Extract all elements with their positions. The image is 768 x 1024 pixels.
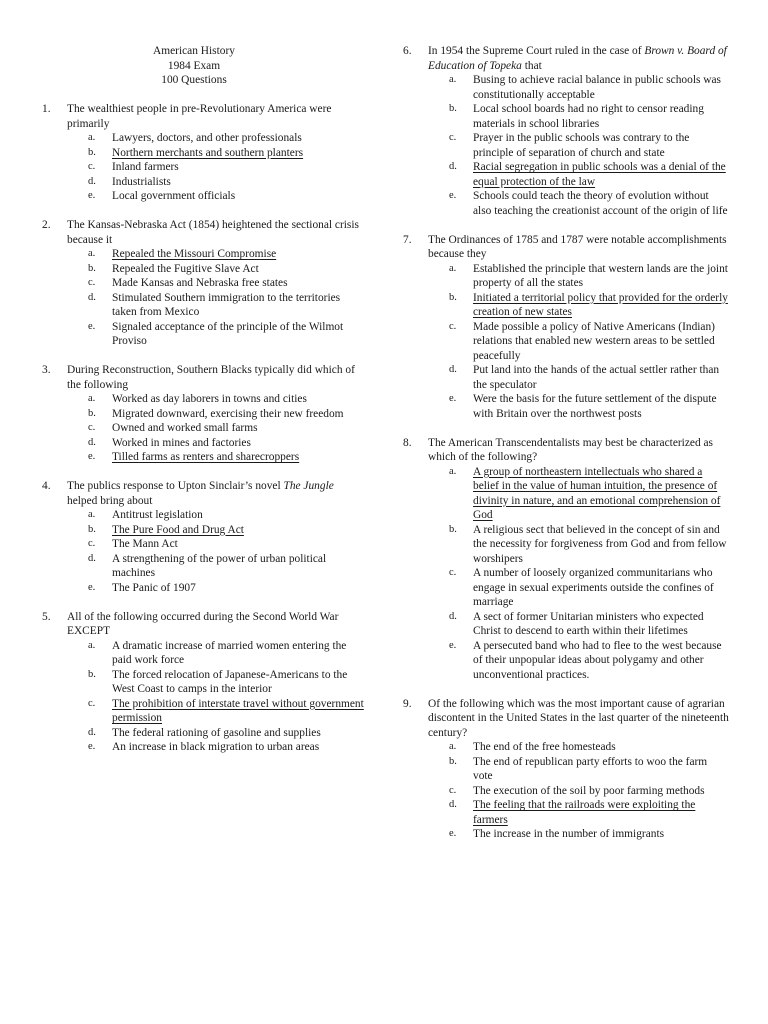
question-6 [403,44,729,218]
answer-letter: b. [449,523,457,535]
answer-text: Lawyers, doctors, and other professionals [112,132,302,144]
question-text-part: that [521,59,542,72]
answer-text: Owned and worked small farms [112,422,258,434]
answer-text: Established the principle that western lands are the joint property of all the states [473,262,728,289]
answer-list [428,262,729,422]
question-4 [42,479,364,595]
answer-text: Northern merchants and southern planters [112,146,304,159]
question-text: All of the following occurred during the Second World War EXCEPT [67,610,339,637]
question-8 [403,436,729,683]
answer-letter: e. [449,828,457,839]
answer-option [449,523,729,567]
answer-option [449,784,729,799]
question-number: 8. [403,436,412,449]
answer-text: Worked in mines and factories [112,436,251,449]
question-number: 3. [42,364,51,376]
answer-letter: e. [449,393,457,404]
answer-option [449,73,729,102]
answer-text: A strengthening of the power of urban political machines [112,552,327,579]
answer-letter: a. [449,262,457,274]
question-1 [42,102,364,204]
answer-letter: a. [449,465,457,477]
answer-letter: d. [449,364,457,375]
question-9 [403,697,729,842]
answer-option [449,363,729,392]
book-title: The Jungle [283,480,334,492]
answer-option-correct [88,146,364,161]
answer-text: Worked as day laborers in towns and cities [112,393,307,405]
answer-text: A dramatic increase of married women entering the paid work force [112,639,347,666]
answer-option [88,508,364,523]
answer-letter: d. [88,552,96,564]
answer-letter: d. [88,436,96,448]
answer-text: Inland farmers [112,161,179,173]
answer-option [449,827,729,842]
answer-text: Were the basis for the future settlement of the dispute with Britain over the northwest posts [473,393,717,420]
question-text-part: helped bring about [67,494,153,507]
answer-option-correct [449,291,729,320]
question-text: Of the following which was the most important cause of agrarian discontent in the United States in the last quarter of the nineteenth century? [428,697,729,739]
answer-text: Signaled acceptance of the principle of the Wilmot Proviso [112,320,344,347]
answer-letter: a. [88,132,96,143]
answer-letter: b. [449,755,457,767]
answer-text: A group of northeastern intellectuals who shared a belief in the value of human intuition, the presence of divinity in nature, and an emotional comprehension of God [473,465,721,521]
question-number: 5. [42,610,51,623]
answer-option [449,189,729,218]
answer-list [67,247,364,349]
answer-option [88,552,364,581]
answer-text: The feeling that the railroads were exploiting the farmers [473,799,696,826]
answer-text: The prohibition of interstate travel without government permission [112,697,364,724]
answer-option [88,639,364,668]
answer-option [88,131,364,146]
answer-letter: c. [88,422,96,433]
answer-text: A number of loosely organized communitarians who engage in sexual experiments outside the confines of marriage [473,567,714,608]
question-text [67,479,364,508]
answer-letter: e. [449,639,457,651]
question-text: The American Transcendentalists may best be characterized as which of the following? [428,436,713,463]
answer-list [428,740,729,842]
answer-list [67,508,364,595]
question-text: During Reconstruction, Southern Blacks typically did which of the following [67,364,355,391]
answer-letter: c. [449,320,457,332]
answer-option [449,740,729,755]
answer-letter: d. [88,726,96,738]
answer-option [88,175,364,190]
answer-text: The end of the free homesteads [473,741,616,753]
question-number: 7. [403,233,412,246]
answer-text: The federal rationing of gasoline and supplies [112,726,321,739]
answer-option [449,102,729,131]
answer-letter: c. [88,538,96,549]
answer-letter: b. [88,262,96,274]
answer-option [88,407,364,422]
answer-text: Migrated downward, exercising their new freedom [112,407,344,420]
answer-text: Racial segregation in public schools was a denial of the equal protection of the law [473,161,726,188]
answer-option [449,320,729,364]
exam-header [94,44,294,88]
answer-option-correct [88,247,364,262]
question-number: 1. [42,103,51,115]
exam-year: 1984 Exam [167,59,221,72]
answer-letter: c. [449,567,457,578]
answer-option [88,421,364,436]
answer-option [449,610,729,639]
answer-text: The Mann Act [112,538,178,550]
answer-option [449,262,729,291]
answer-text: Made possible a policy of Native Americans (Indian) relations that enabled new western areas to be settled peacefully [473,320,715,362]
exam-question-count: 100 Questions [161,74,227,86]
answer-option [88,726,364,741]
answer-text: Local government officials [112,190,236,202]
answer-text: Busing to achieve racial balance in public schools was constitutionally acceptable [473,74,721,101]
answer-text: Repealed the Missouri Compromise [112,248,277,260]
answer-letter: e. [88,581,96,593]
answer-letter: e. [88,320,96,332]
answer-letter: a. [88,509,96,520]
answer-option-correct [88,450,364,465]
answer-text: Initiated a territorial policy that provided for the orderly creation of new states [473,291,728,318]
answer-text: Industrialists [112,175,171,188]
answer-letter: e. [88,741,96,752]
answer-text: The forced relocation of Japanese-Americans to the West Coast to camps in the interior [112,668,348,695]
answer-text: Repealed the Fugitive Slave Act [112,262,259,275]
answer-list [428,73,729,218]
exam-title: American History [153,45,235,57]
answer-letter: e. [88,451,96,462]
right-column [403,44,729,856]
answer-text: A religious sect that believed in the concept of sin and the necessity for forgiveness from God and from fellow worshipers [473,523,727,565]
answer-letter: b. [88,146,96,158]
answer-option [88,160,364,175]
answer-option [449,639,729,683]
answer-letter: c. [88,277,96,288]
answer-option-correct [449,465,729,523]
answer-text: The Panic of 1907 [112,581,196,594]
answer-option [449,131,729,160]
question-text: The wealthiest people in pre-Revolutionary America were primarily [67,103,332,130]
answer-option-correct [449,160,729,189]
answer-option-correct [88,523,364,538]
answer-letter: b. [88,407,96,419]
question-text [428,44,729,73]
answer-option-correct [88,697,364,726]
answer-letter: d. [88,175,96,187]
answer-letter: d. [449,799,457,810]
answer-letter: c. [449,784,457,796]
answer-text: A persecuted band who had to flee to the west because of their unpopular ideas about polygamy and other unconventional practices. [473,639,722,681]
answer-option [449,755,729,784]
answer-letter: b. [449,103,457,114]
question-text-part: In 1954 the Supreme Court ruled in the case of [428,45,645,57]
question-number: 9. [403,697,412,710]
answer-text: Schools could teach the theory of evolution without also teaching the creationist account of the origin of life [473,190,728,217]
answer-letter: a. [449,741,457,752]
answer-option [88,320,364,349]
answer-option [88,291,364,320]
answer-list [428,465,729,683]
question-text-part: The publics response to Upton Sinclair’s novel [67,480,284,492]
answer-option [88,276,364,291]
answer-option [88,740,364,755]
answer-text: Made Kansas and Nebraska free states [112,277,288,289]
question-number: 2. [42,219,51,231]
answer-letter: a. [88,393,96,404]
answer-letter: d. [449,610,457,622]
answer-text: A sect of former Unitarian ministers who expected Christ to descend to earth within their lifetimes [473,610,704,637]
answer-text: Antitrust legislation [112,509,203,521]
case-title: Brown v. Board of Education of Topeka [428,45,727,72]
answer-text: Local school boards had no right to censor reading materials in school libraries [473,103,704,130]
question-5 [42,610,364,755]
question-number: 4. [42,480,51,492]
answer-letter: e. [88,190,96,201]
answer-option [88,668,364,697]
answer-option [88,392,364,407]
question-2 [42,218,364,349]
answer-option [88,436,364,451]
answer-letter: a. [88,248,96,259]
answer-letter: b. [88,668,96,680]
answer-text: The execution of the soil by poor farming methods [473,784,705,797]
answer-text: An increase in black migration to urban areas [112,741,320,753]
answer-option [88,189,364,204]
question-text: The Ordinances of 1785 and 1787 were notable accomplishments because they [428,233,727,260]
left-column [42,44,364,769]
answer-text: Put land into the hands of the actual settler rather than the speculator [473,364,720,391]
answer-letter: d. [88,291,96,303]
answer-option [88,537,364,552]
question-3 [42,363,364,465]
answer-text: The Pure Food and Drug Act [112,523,244,536]
answer-text: Prayer in the public schools was contrary to the principle of separation of church and state [473,132,690,159]
question-7 [403,233,729,422]
question-number: 6. [403,45,412,57]
answer-letter: c. [88,161,96,172]
answer-letter: e. [449,190,457,201]
answer-text: The end of republican party efforts to woo the farm vote [473,755,708,782]
answer-text: Tilled farms as renters and sharecroppers [112,451,300,463]
answer-text: Stimulated Southern immigration to the territories taken from Mexico [112,291,341,318]
answer-letter: b. [88,523,96,535]
answer-letter: d. [449,161,457,172]
answer-list [67,131,364,204]
answer-list [67,639,364,755]
answer-letter: a. [88,639,96,651]
answer-letter: a. [449,74,457,85]
answer-option [88,262,364,277]
answer-letter: c. [449,132,457,143]
answer-option-correct [449,798,729,827]
question-text: The Kansas-Nebraska Act (1854) heightened the sectional crisis because it [67,219,359,246]
answer-list [67,392,364,465]
answer-option [449,392,729,421]
answer-letter: b. [449,291,457,303]
answer-option [449,566,729,610]
answer-text: The increase in the number of immigrants [473,828,665,840]
answer-option [88,581,364,596]
answer-letter: c. [88,697,96,709]
